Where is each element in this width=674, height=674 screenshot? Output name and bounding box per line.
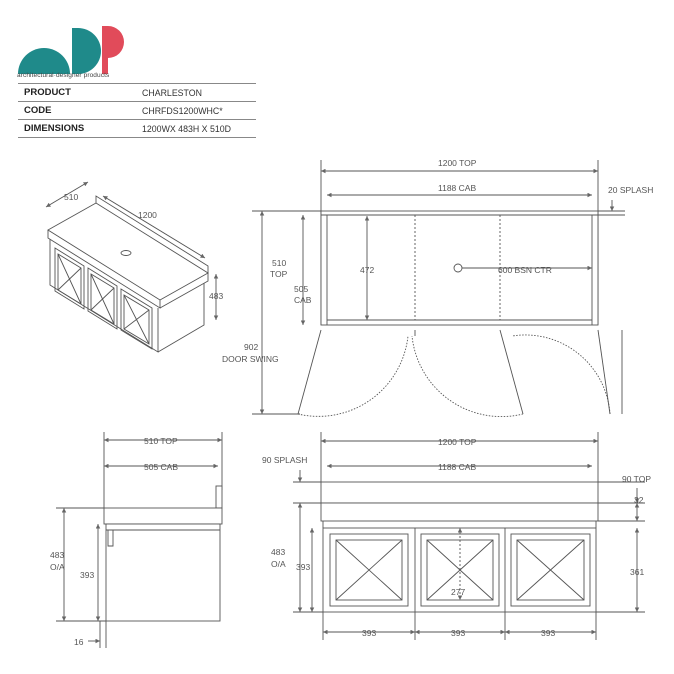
front-cab-width: 1188 CAB (438, 462, 477, 472)
front-bay-1: 393 (362, 628, 377, 638)
side-view (56, 432, 222, 648)
spec-value: 1200WX 483H X 510D (136, 120, 256, 138)
side-cabinet (106, 524, 220, 621)
plan-cab-depth-2: CAB (294, 295, 312, 305)
plan-top-depth-1: 510 (272, 258, 287, 268)
plan-inner-depth: 472 (360, 265, 375, 275)
iso-depth-label: 510 (64, 192, 79, 202)
side-splash (216, 486, 222, 508)
front-splash-label: 90 SPLASH (262, 455, 308, 465)
side-body-height: 393 (80, 570, 95, 580)
plan-swing-2: DOOR SWING (222, 354, 279, 364)
plan-swing-1: 902 (244, 342, 259, 352)
front-oa-2: O/A (271, 559, 286, 569)
side-kick: 16 (74, 637, 84, 647)
front-bay-3: 393 (541, 628, 556, 638)
iso-width-label: 1200 (138, 210, 157, 220)
side-oa-2: O/A (50, 562, 65, 572)
side-benchtop (104, 508, 222, 524)
spec-key: DIMENSIONS (18, 120, 136, 138)
front-bay-2: 393 (451, 628, 466, 638)
front-splash (321, 482, 598, 503)
front-top-thickness: 32 (634, 495, 644, 505)
front-door-width: 277 (451, 587, 466, 597)
side-cab-depth: 505 CAB (144, 462, 179, 472)
plan-cab-depth-1: 505 (294, 284, 309, 294)
spec-key: CODE (18, 102, 136, 120)
plan-cab-width: 1188 CAB (438, 183, 477, 193)
plan-basin-centre-label: 600 BSN CTR (498, 265, 552, 275)
spec-value: CHRFDS1200WHC* (136, 102, 256, 120)
plan-door-swings (298, 330, 622, 417)
spec-value: CHARLESTON (136, 84, 256, 102)
spec-key: PRODUCT (18, 84, 136, 102)
front-benchtop (321, 503, 598, 521)
plan-top-width: 1200 TOP (438, 158, 477, 168)
side-oa-1: 483 (50, 550, 65, 560)
brand-tagline: architectural·designer products (17, 72, 110, 79)
isometric-view (46, 182, 216, 352)
iso-height-label: 483 (209, 291, 224, 301)
front-body-height: 393 (296, 562, 311, 572)
plan-splash: 20 SPLASH (608, 185, 654, 195)
front-top-width: 1200 TOP (438, 437, 477, 447)
front-door-height: 361 (630, 567, 645, 577)
side-top-depth: 510 TOP (144, 436, 178, 446)
front-oa-1: 483 (271, 547, 286, 557)
plan-top-depth-2: TOP (270, 269, 288, 279)
front-splash-top: 90 TOP (622, 474, 651, 484)
